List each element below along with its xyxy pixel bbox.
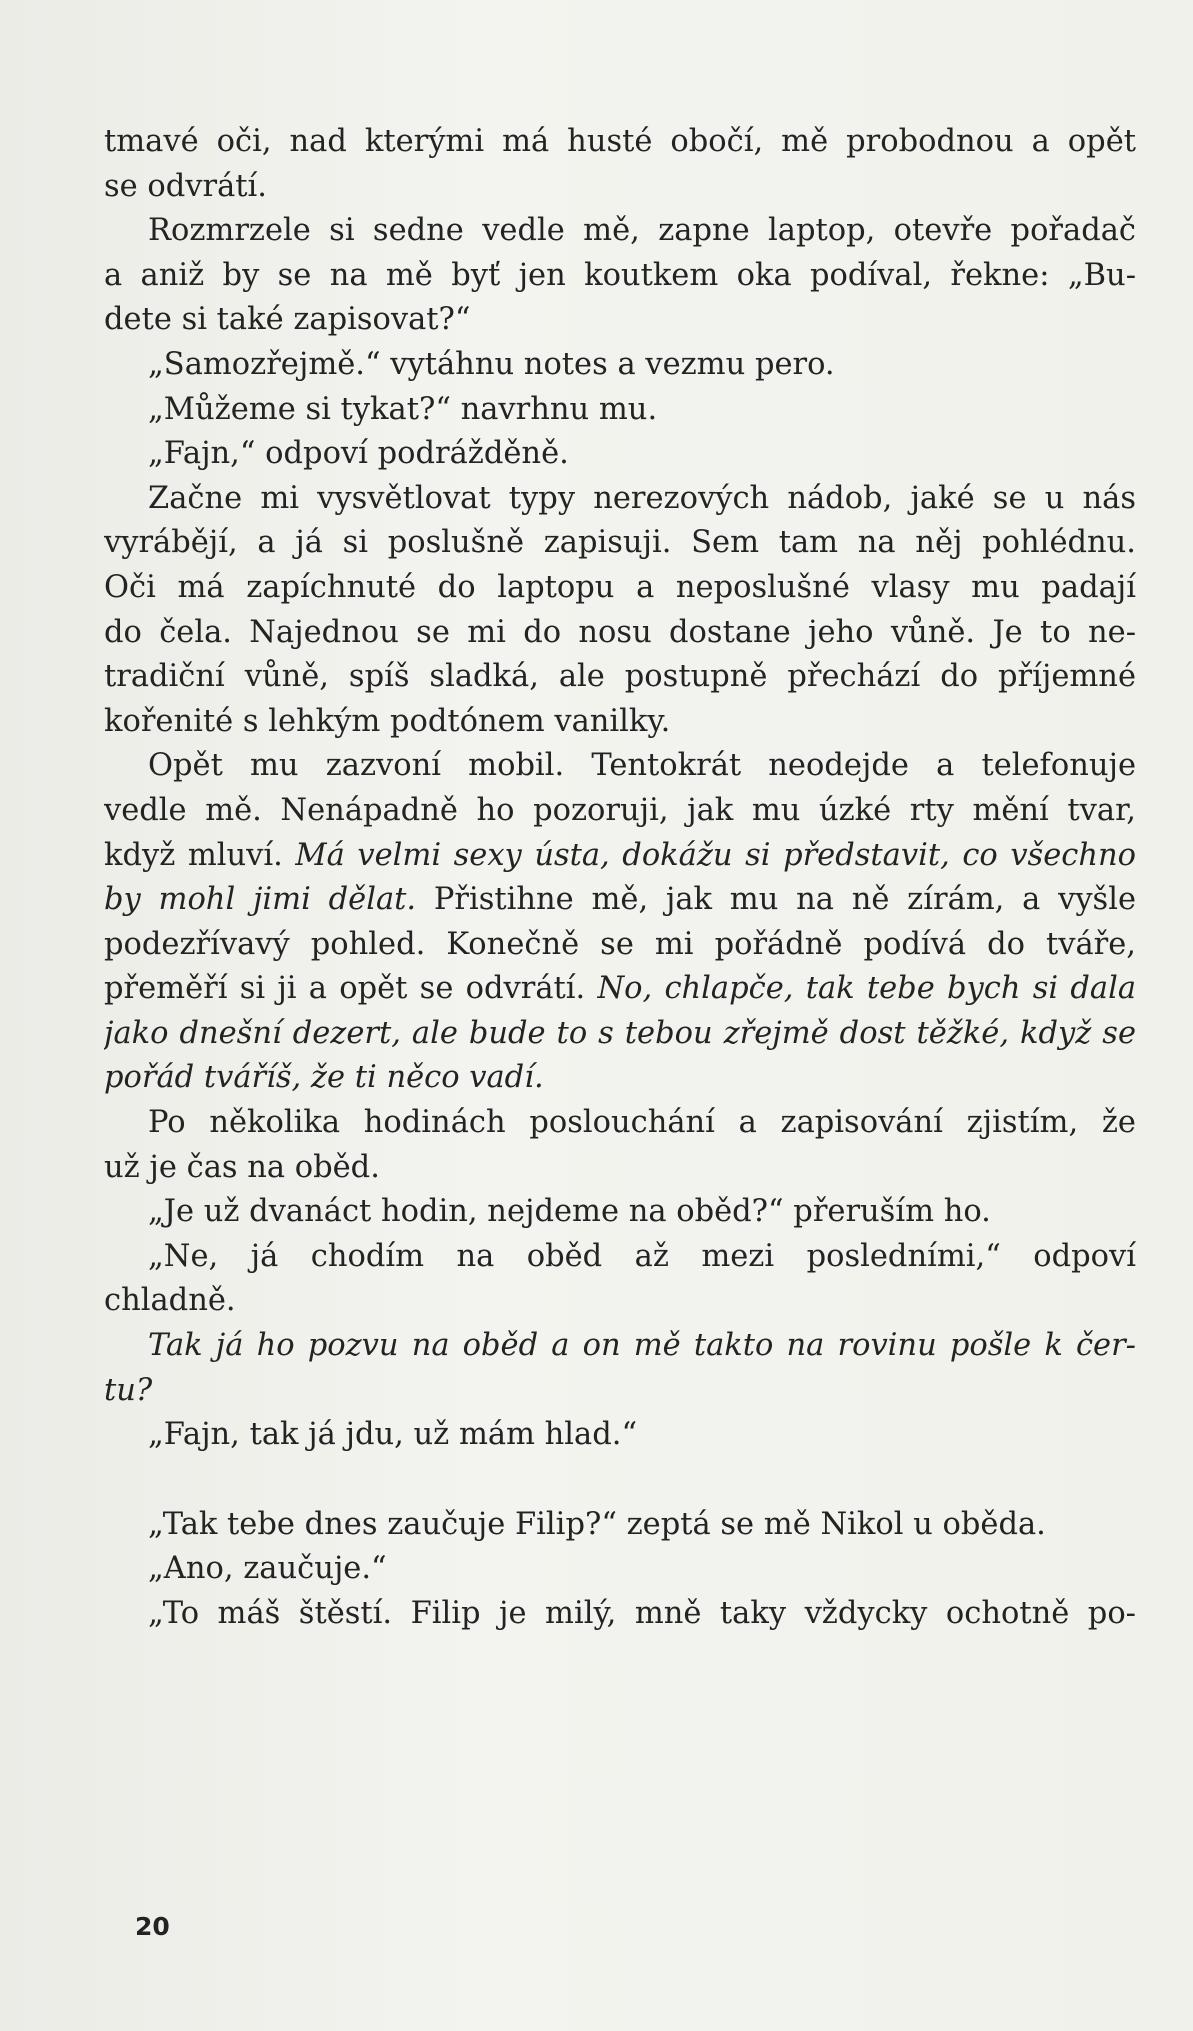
text-line — [104, 1279, 1136, 1324]
text-line — [104, 1369, 1136, 1414]
text-line — [104, 388, 1136, 433]
text-line — [104, 566, 1136, 611]
text-segment: „Tak tebe dnes zaučuje Filip?“ zeptá se mě Nikol u oběda. — [148, 1506, 1046, 1542]
text-line — [104, 477, 1136, 522]
text-segment: „Samozřejmě.“ vytáhnu notes a vezmu pero. — [148, 346, 835, 382]
text-segment: „Fajn, tak já jdu, už mám hlad.“ — [148, 1417, 638, 1453]
text-line — [104, 1146, 1136, 1191]
text-segment: „Je už dvanáct hodin, nejdeme na oběd?“ přeruším ho. — [148, 1194, 991, 1230]
text-segment: No, chlapče, tak tebe bych si dala — [597, 971, 1136, 1007]
text-line — [104, 165, 1136, 210]
text-line — [104, 1101, 1136, 1146]
text-segment: „Ano, zaučuje.“ — [148, 1551, 387, 1587]
text-segment: tu? — [104, 1372, 153, 1408]
text-segment: by mohl jimi dělat. — [104, 882, 417, 918]
text-segment: už je čas na oběd. — [104, 1149, 380, 1185]
section-break — [104, 1458, 1136, 1503]
text-line — [104, 878, 1136, 923]
text-segment: Má velmi sexy ústa, dokážu si představit, co všechno — [295, 837, 1136, 873]
text-segment: jako dnešní dezert, ale bude to s tebou zřejmě dost těžké, když se — [104, 1015, 1136, 1051]
text-segment: Opět mu zazvoní mobil. Tentokrát neodejde a telefonuje — [148, 748, 1136, 784]
text-line — [104, 521, 1136, 566]
text-line — [104, 1012, 1136, 1057]
text-line — [104, 432, 1136, 477]
text-line — [104, 923, 1136, 968]
text-segment: se odvrátí. — [104, 168, 267, 204]
text-segment: „Ne, já chodím na oběd až mezi posledními,“ odpoví — [148, 1238, 1136, 1274]
text-segment: Začne mi vysvětlovat typy nerezových nádob, jaké se u nás — [148, 480, 1136, 516]
text-line — [104, 789, 1136, 834]
text-line — [104, 298, 1136, 343]
text-segment: vyrábějí, a já si poslušně zapisuji. Sem tam na něj pohlédnu. — [104, 525, 1136, 561]
text-segment: tradiční vůně, spíš sladká, ale postupně přechází do příjemné — [104, 659, 1136, 695]
text-line — [104, 744, 1136, 789]
text-line — [104, 1503, 1136, 1548]
text-segment: „Fajn,“ odpoví podrážděně. — [148, 436, 569, 472]
text-segment: když mluví. — [104, 837, 296, 873]
text-segment: tmavé oči, nad kterými má husté obočí, mě probodnou a opět — [104, 124, 1136, 159]
body-text — [104, 120, 1136, 1637]
text-line — [104, 1235, 1136, 1280]
text-segment: Rozmrzele si sedne vedle mě, zapne laptop, otevře pořadač — [148, 213, 1136, 249]
text-segment: vedle mě. Nenápadně ho pozoruji, jak mu úzké rty mění tvar, — [104, 792, 1136, 828]
text-segment: a aniž by se na mě byť jen koutkem oka podíval, řekne: „Bu- — [104, 257, 1136, 293]
page-number: 20 — [135, 1912, 170, 1941]
text-line — [104, 343, 1136, 388]
text-line — [104, 655, 1136, 700]
text-segment: Po několika hodinách poslouchání a zapisování zjistím, že — [148, 1105, 1136, 1141]
text-segment: Oči má zapíchnuté do laptopu a neposlušné vlasy mu padají — [104, 569, 1136, 605]
text-line — [104, 700, 1136, 745]
text-line — [104, 1592, 1136, 1637]
text-segment: kořenité s lehkým podtónem vanilky. — [104, 703, 671, 739]
text-segment: do čela. Najednou se mi do nosu dostane jeho vůně. Je to ne- — [104, 614, 1136, 650]
text-line — [104, 1190, 1136, 1235]
text-segment: dete si také zapisovat?“ — [104, 302, 471, 338]
text-line — [104, 120, 1136, 165]
text-segment: Tak já ho pozvu na oběd a on mě takto na rovinu pošle k čer- — [148, 1328, 1136, 1364]
text-line — [104, 1324, 1136, 1369]
text-line — [104, 611, 1136, 656]
text-segment: „To máš štěstí. Filip je milý, mně taky vždycky ochotně po- — [148, 1596, 1136, 1631]
text-segment: „Můžeme si tykat?“ navrhnu mu. — [148, 391, 658, 427]
text-segment: pořád tváříš, že ti něco vadí. — [104, 1060, 544, 1096]
text-line — [104, 1547, 1136, 1592]
text-segment: Přistihne mě, jak mu na ně zírám, a vyšle — [416, 882, 1136, 918]
text-line — [104, 1056, 1136, 1101]
text-line — [104, 254, 1136, 299]
text-line — [104, 834, 1136, 879]
text-segment: chladně. — [104, 1283, 236, 1319]
text-line — [104, 1413, 1136, 1458]
text-segment: podezřívavý pohled. Konečně se mi pořádně podívá do tváře, — [104, 926, 1136, 962]
text-line — [104, 967, 1136, 1012]
text-line — [104, 209, 1136, 254]
text-segment: přeměří si ji a opět se odvrátí. — [104, 971, 598, 1007]
